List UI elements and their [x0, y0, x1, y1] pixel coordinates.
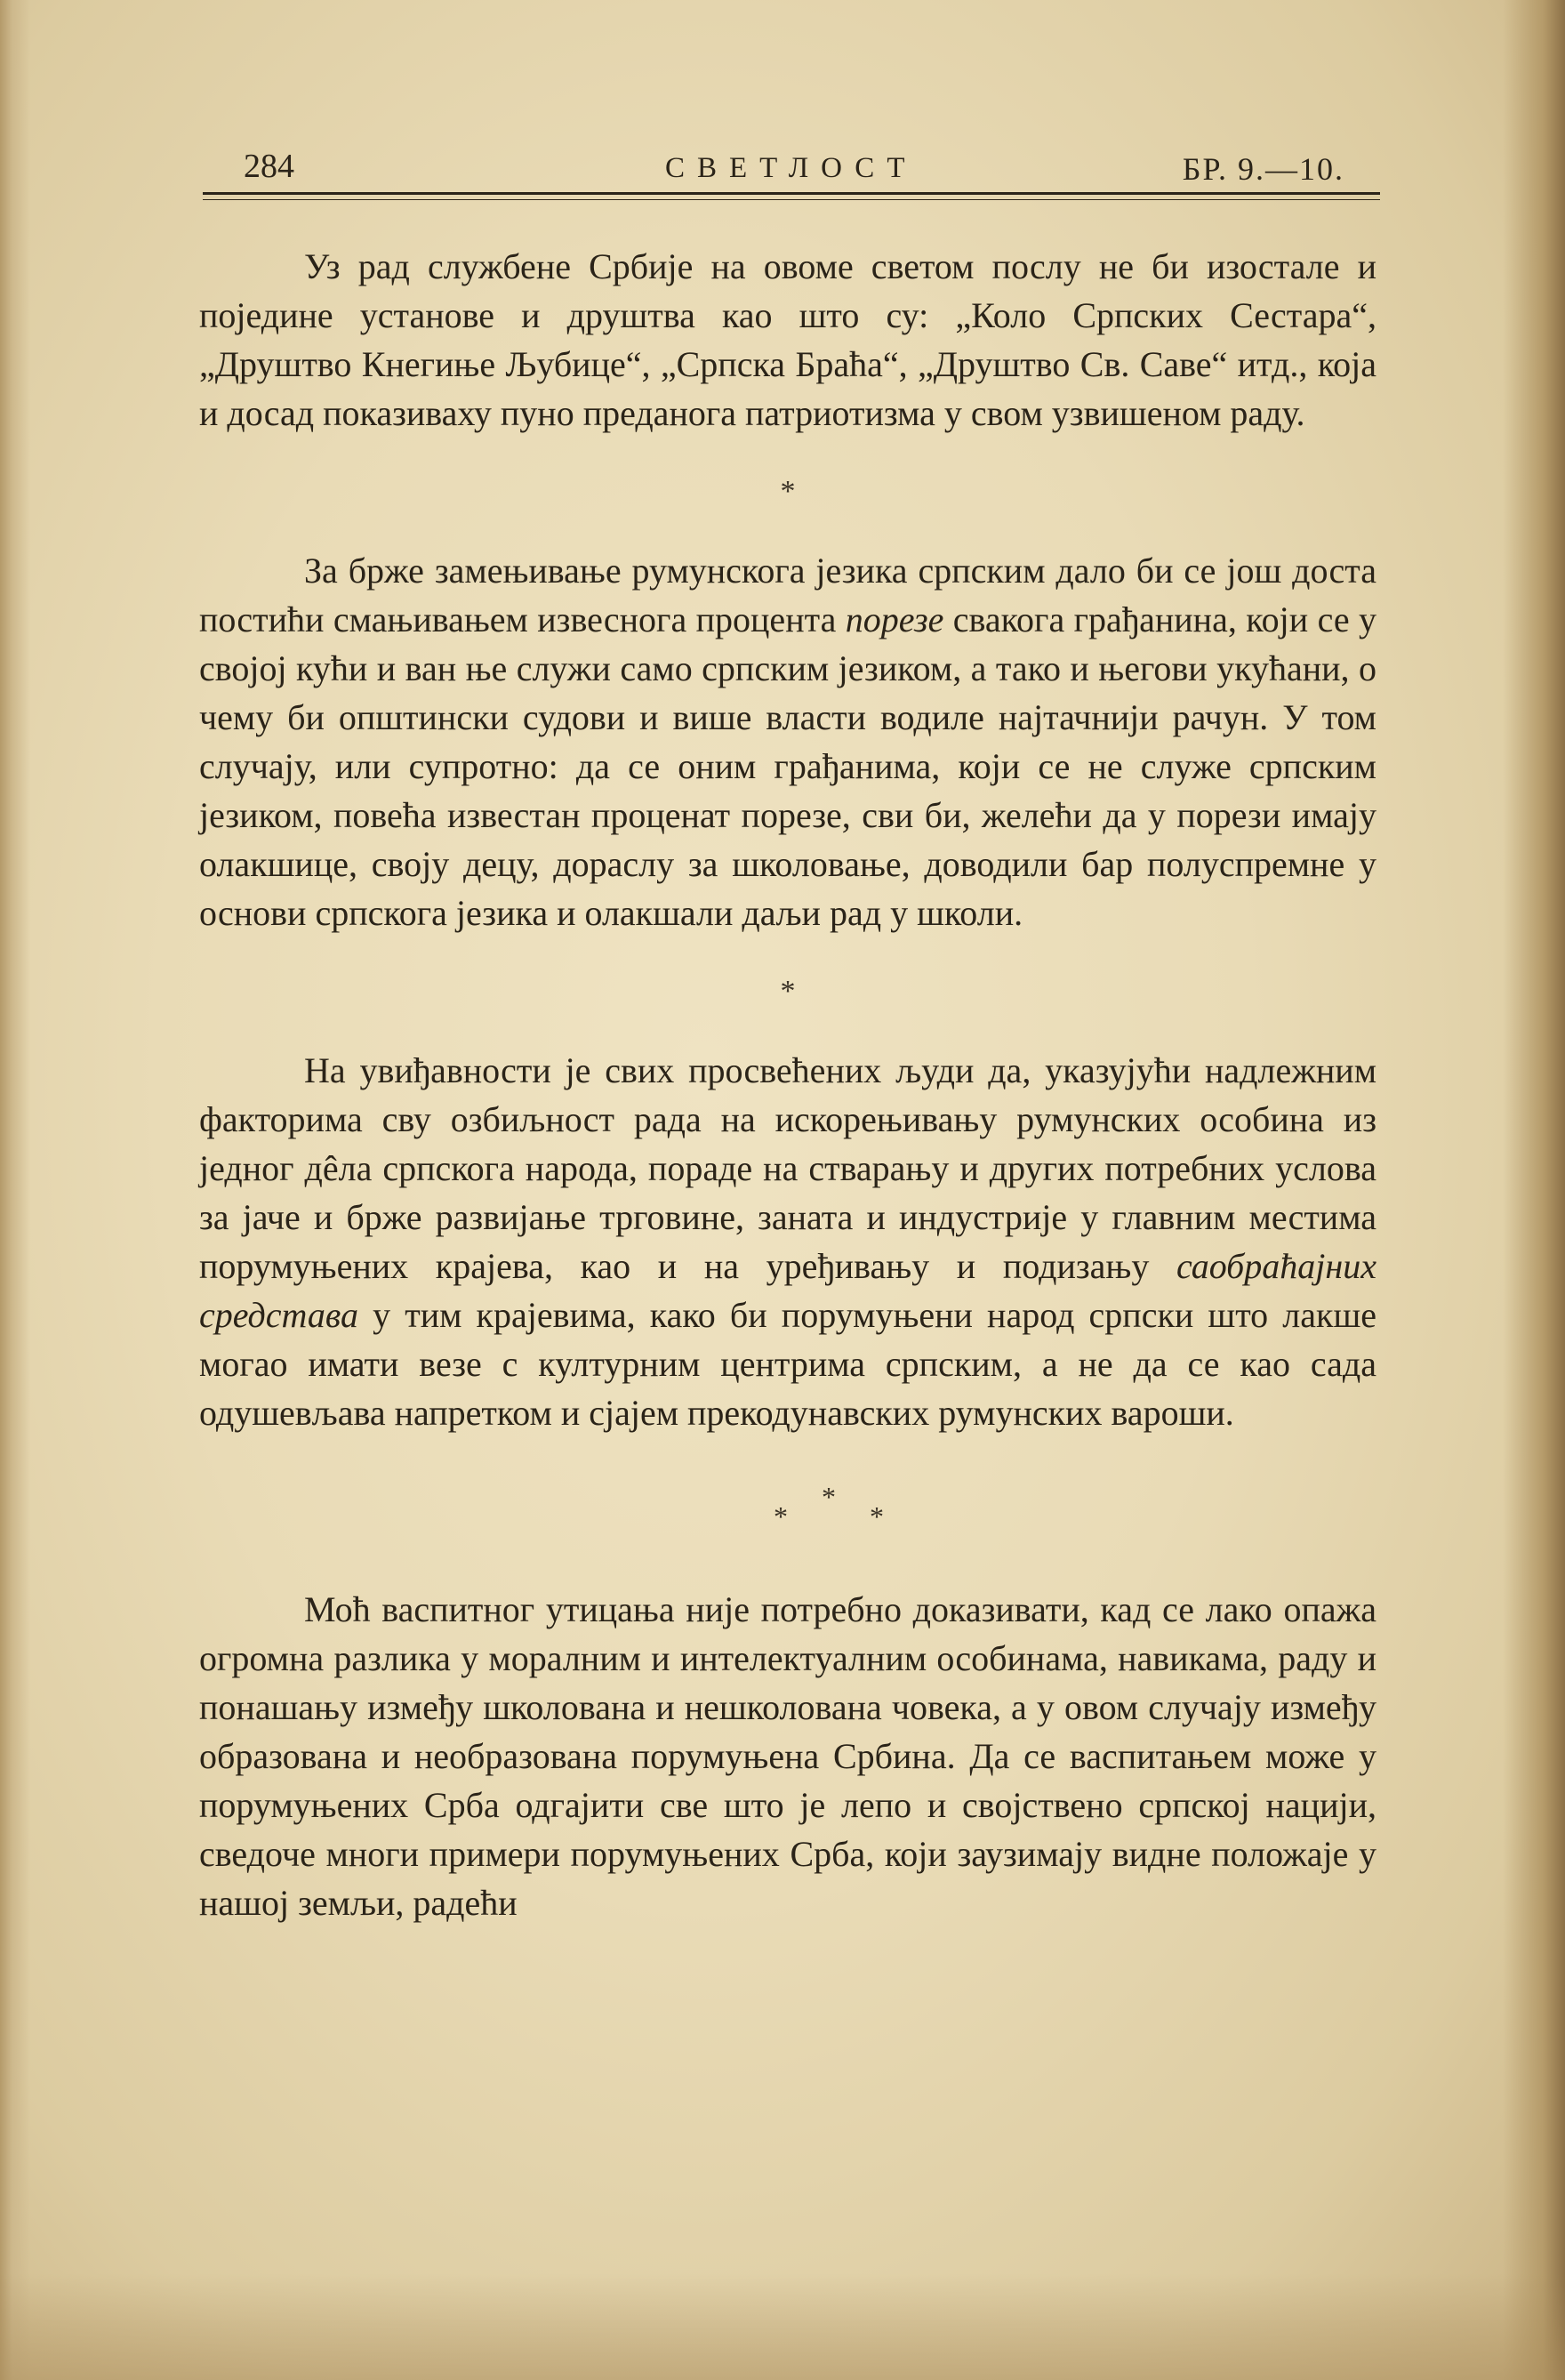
running-header	[203, 147, 1380, 191]
section-separator	[199, 937, 1376, 1046]
asterisk: *	[822, 1481, 836, 1513]
paragraph-3-text-start: На увиђавности је свих просвећених људи да, указујући надлежним факторима сву озбиљност рада на искорењивању румунских особина из једног дêла српскога народа, пораде на стварању и других потребних услова за јаче и брже развијање трговине, заната и индустрије у главним местима порумуњених крајева, као и на уређивању и подизању	[199, 1050, 1376, 1286]
paragraph-2-text-start: За брже замењивање румунскога језика српским дало би се још доста постићи смањивањем извеснога процента	[199, 551, 1376, 639]
asterisk: *	[870, 1500, 884, 1532]
paragraph-4	[199, 1585, 1376, 1927]
header-rule-thick	[203, 192, 1380, 195]
asterisk: *	[780, 475, 796, 508]
section-separator	[199, 438, 1376, 546]
header-rule-thin	[203, 199, 1380, 200]
paragraph-3-emphasis: саобраћајних средстава	[199, 1246, 1376, 1335]
page-bottom-shadow	[0, 2273, 1565, 2380]
paragraph-2-emphasis: порезе	[845, 599, 944, 639]
journal-title: СВЕТЛОСТ	[665, 152, 918, 184]
page-number: 284	[244, 148, 294, 185]
section-separator-triple	[199, 1437, 1376, 1585]
paragraph-3	[199, 1046, 1376, 1437]
paragraph-1-text: Уз рад службене Србије на овоме светом послу не би изостале и поједине установе и друштва као што су: „Коло Српских Сестара“, „Друштво Кнегиње Љубице“, „Српска Браћа“, „Друштво Св. Саве“ итд., која и досад показиваху пуно преданога патриотизма у свом узвишеном раду.	[199, 246, 1376, 433]
article-body	[199, 242, 1376, 1927]
paragraph-2-text-end: свакога грађанина, који се у својој кући и ван ње служи само српским језиком, а тако и његови укућани, о чему би општински судови и више власти водиле најтачнији рачун. У том случају, или супротно: да се оним грађанима, који се не служе српским језиком, повећа известан проценат порезе, сви би, желећи да у порези имају олакшице, своју децу, дораслу за школовање, доводили бар полуспремне у основи српскога језика и олакшали даљи рад у школи.	[199, 599, 1376, 933]
paragraph-2	[199, 546, 1376, 937]
page-edge-shadow	[1503, 0, 1565, 2380]
paragraph-1	[199, 242, 1376, 438]
issue-number: БР. 9.—10.	[1182, 151, 1344, 187]
asterisk: *	[780, 975, 796, 1008]
asterisk: *	[774, 1500, 788, 1532]
paragraph-4-text: Моћ васпитног утицања није потребно доказивати, кад се лако опажа огромна разлика у моралним и интелектуалним особинама, навикама, раду и понашању између школована и нешколована човека, а у овом случају између образована и необразована порумуњена Србина. Да се васпитањем може у порумуњених Срба одгајити све што је лепо и својствено српској нацији, сведоче многи примери порумуњених Срба, који заузимају видне положаје у нашој земљи, радећи	[199, 1589, 1376, 1923]
binding-shadow	[0, 0, 30, 2380]
paragraph-3-text-end: у тим крајевима, како би порумуњени народ српски што лакше могао имати везе с културним центрима српским, а не да се као сада одушевљава напретком и сјајем прекодунавских румунских вароши.	[199, 1295, 1376, 1433]
